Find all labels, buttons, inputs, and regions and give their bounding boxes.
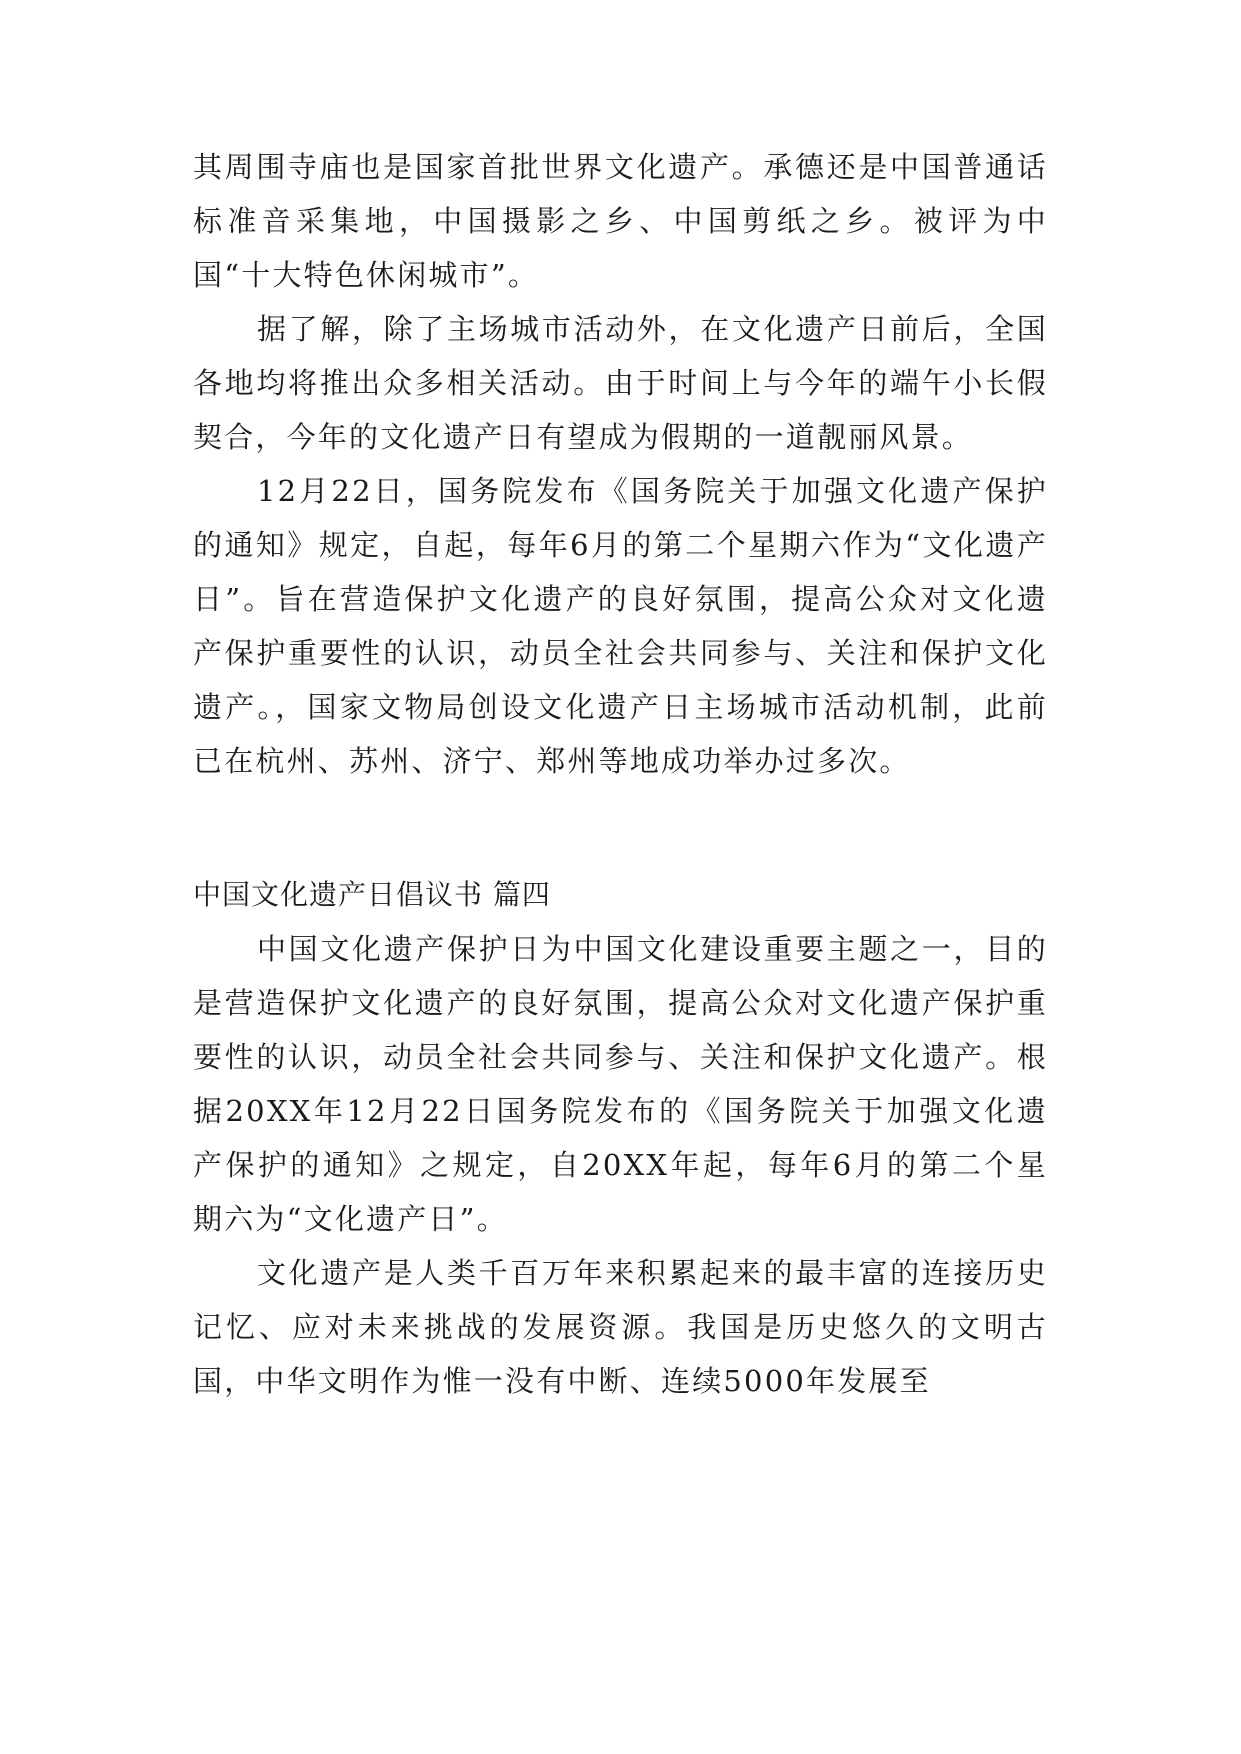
paragraph-nationwide-activities: 据了解，除了主场城市活动外，在文化遗产日前后，全国各地均将推出众多相关活动。由于时间上与今年的端午小长假契合，今年的文化遗产日有望成为假期的一道靓丽风景。 (193, 312, 1048, 454)
section-heading: 中国文化遗产日倡议书 篇四 (193, 878, 551, 911)
paragraph-state-council-notice: 12月22日，国务院发布《国务院关于加强文化遗产保护的通知》规定，自起，每年6月的第二个星期六作为“文化遗产日”。旨在营造保护文化遗产的良好氛围，提高公众对文化遗产保护重要性的认识，动员全社会共同参与、关注和保护文化遗产。，国家文物局创设文化遗产日主场城市活动机制，此前已在杭州、苏州、济宁、郑州等地成功举办过多次。 (193, 474, 1048, 778)
paragraph-heritage-sites: 其周围寺庙也是国家首批世界文化遗产。承德还是中国普通话标准音采集地，中国摄影之乡、中国剪纸之乡。被评为中国“十大特色休闲城市”。 (193, 150, 1048, 292)
paragraph-cultural-heritage-resources: 文化遗产是人类千百万年来积累起来的最丰富的连接历史记忆、应对未来挑战的发展资源。我国是历史悠久的文明古国，中华文明作为惟一没有中断、连续5000年发展至 (193, 1256, 1048, 1398)
section-b (193, 868, 1048, 1408)
section-a (193, 140, 1048, 788)
paragraph-protection-day: 中国文化遗产保护日为中国文化建设重要主题之一，目的是营造保护文化遗产的良好氛围，提高公众对文化遗产保护重要性的认识，动员全社会共同参与、关注和保护文化遗产。根据20XX年12月22日国务院发布的《国务院关于加强文化遗产保护的通知》之规定，自20XX年起，每年6月的第二个星期六为“文化遗产日”。 (193, 932, 1048, 1236)
